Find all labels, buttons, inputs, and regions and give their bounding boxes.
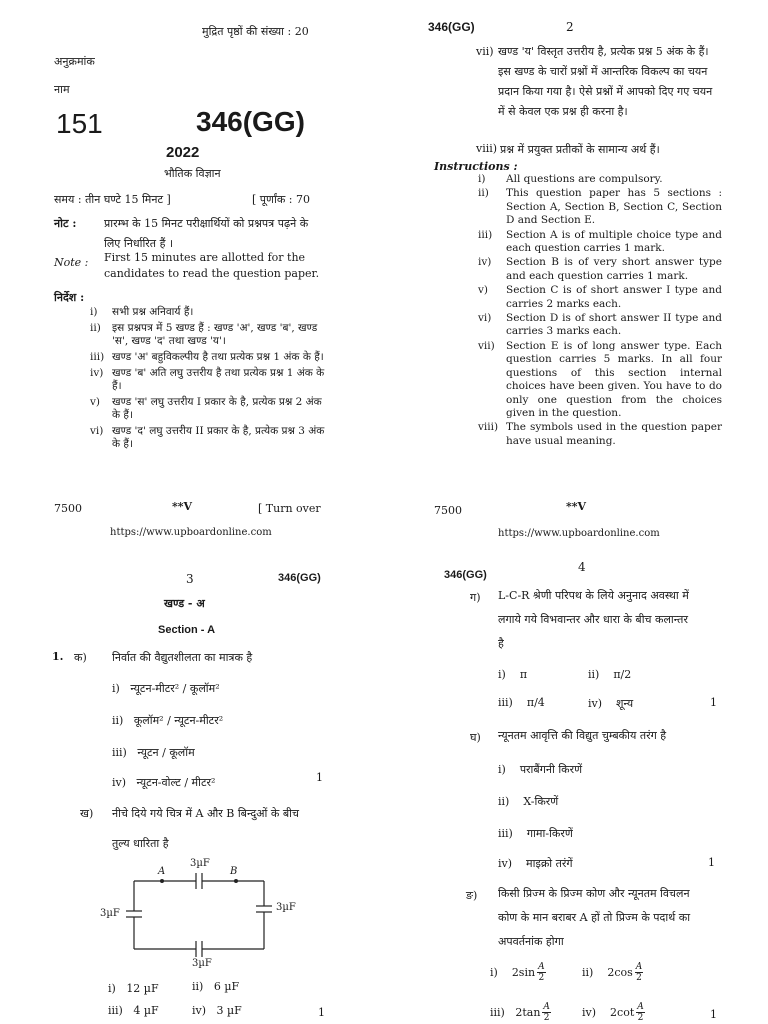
option: iii) न्यूटन / कूलॉम [112,746,195,759]
footer-copies: 7500 [54,502,82,515]
option: iii) 4 µF [108,1004,159,1017]
list-item: ii) This question paper has 5 sections : Section A, Section B, Section C, Section D and Section E. [478,187,722,227]
hindi-instruction-viii: viii) प्रश्न में प्रयुक्त प्रतीकों के सामान्य अर्थ हैं। [476,142,660,156]
list-item: iii) खण्ड 'अ' बहुविकल्पीय है तथा प्रत्येक प्रश्न 1 अंक के हैं। [90,351,324,363]
fraction: A 2 [635,962,643,983]
page-number: 4 [578,560,586,574]
paper-number: 151 [56,108,103,139]
question-text-line-1: L-C-R श्रेणी परिपथ के लिये अनुनाद अवस्था में [498,589,689,602]
exam-year: 2022 [166,144,200,161]
question-text: निर्वात की वैद्युतशीलता का मात्रक है [112,651,253,664]
list-item: iv) Section B is of very short answer type and each question carries 1 mark. [478,256,722,282]
marks: 1 [708,856,715,869]
sub-question-label: ग) [470,591,481,604]
footer-mark: **V [566,500,587,513]
instructions-hindi-label: निर्देश : [54,291,85,304]
list-item: vi) Section D is of short answer II type and carries 3 marks each. [478,312,722,338]
page-number: 3 [186,572,194,586]
list-item: v) खण्ड 'स' लघु उत्तरीय I प्रकार के है, प्रत्येक प्रश्न 2 अंक के हैं। [90,396,322,421]
time-allowed: समय : तीन घण्टे 15 मिनट ] [54,193,171,206]
option: ii) कूलॉम² / न्यूटन-मीटर² [112,714,224,727]
list-item: vi) खण्ड 'द' लघु उत्तरीय II प्रकार के है, प्रत्येक प्रश्न 3 अंक के हैं। [90,425,325,450]
name-label: नाम [54,83,70,96]
list-item: ii) इस प्रश्नपत्र में 5 खण्ड हैं : खण्ड 'अ', खण्ड 'ब', खण्ड 'स', खण्ड 'द' तथा खण्ड 'य'। [90,322,318,347]
option: ii) π/2 [588,668,632,681]
turn-over: [ Turn over [258,502,321,515]
list-item: i) All questions are compulsory. [478,173,663,185]
option: iii) गामा-किरणें [498,827,573,840]
question-text-line-2: तुल्य धारिता है [112,837,169,850]
question-text-line-3: अपवर्तनांक होगा [498,935,564,948]
hindi-instructions-list [90,306,330,454]
list-item: i) सभी प्रश्न अनिवार्य हैं। [90,306,194,318]
fraction: A 2 [538,962,545,983]
option: iv) शून्य [588,697,634,710]
question-text-line-2: कोण के मान बराबर A हों तो प्रिज्म के पदार्थ का [498,911,691,924]
marks: 1 [316,771,323,784]
option: iv) माइक्रो तरंगें [498,857,573,870]
capacitor-bottom-label: 3µF [192,958,212,969]
section-title-hindi: खण्ड - अ [164,597,205,610]
fraction: A 2 [543,1002,550,1023]
sub-question-label: ङ) [466,889,478,902]
footer-mark: **V [172,500,193,513]
node-a-label: A [158,866,166,877]
list-item: iv) खण्ड 'ब' अति लघु उत्तरीय है तथा प्रत्येक प्रश्न 1 अंक के हैं। [90,367,325,392]
option: iv) 2cot A 2 [582,1002,644,1023]
sub-question-label: ख) [80,807,94,820]
option: ii) 6 µF [192,980,240,993]
note-text-line-2: लिए निर्धारित हैं । [104,237,174,250]
option: i) 12 µF [108,982,159,995]
option: ii) 2cos A 2 [582,962,643,983]
question-text-line-1: किसी प्रिज्म के प्रिज्म कोण और न्यूनतम विचलन [498,887,690,900]
capacitor-left-label: 3µF [100,908,120,919]
roll-number-label: अनुक्रमांक [54,55,95,68]
note-en-line-1: First 15 minutes are allotted for the [104,251,306,264]
instructions-label: Instructions : [434,160,518,173]
max-marks: [ पूर्णांक : 70 [252,193,310,206]
marks: 1 [318,1006,325,1019]
question-text-line-1: नीचे दिये गये चित्र में A और B बिन्दुओं के बीच [112,807,299,820]
subject-title: भौतिक विज्ञान [164,167,221,180]
page-code: 346(GG) [278,572,321,584]
option: iv) 3 µF [192,1004,242,1017]
section-title-english: Section - A [158,624,216,636]
option: i) 2sin A 2 [490,962,545,983]
page-code: 346(GG) [444,569,487,581]
printed-pages: मुद्रित पृष्ठों की संख्या : 20 [202,25,309,38]
footer-copies: 7500 [434,504,462,517]
question-text-line-3: है [498,637,504,650]
list-item: iii) Section A is of multiple choice type and each question carries 1 mark. [478,228,722,255]
question-number: 1. [52,650,64,663]
option: i) π [498,668,528,681]
marks: 1 [710,696,717,709]
marks: 1 [710,1008,717,1021]
hindi-instruction-vii: vii) खण्ड 'य' विस्तृत उत्तरीय है, प्रत्येक प्रश्न 5 अंक के हैं। इस खण्ड के चारों प्रश्नों में आन्तरिक विकल्प का चयन प्रदान किया गया है। ऐसे प्रश्नों में आपको दिए गए चयन में से केवल एक प्रश्न ही करना है। [476,45,713,118]
option: iv) न्यूटन-वोल्ट / मीटर² [112,776,216,789]
paper-code: 346(GG) [196,106,305,137]
capacitor-top-label: 3µF [190,858,210,869]
note-text-line-1: प्रारम्भ के 15 मिनट परीक्षार्थियों को प्रश्नपत्र पढ़ने के [104,217,309,230]
note-en-label: Note : [54,256,89,269]
sub-question-label: क) [74,651,87,664]
option: iii) 2tan A 2 [490,1002,550,1023]
sub-question-label: घ) [470,731,481,744]
list-item: vii) Section E is of long answer type. Each question carries 5 marks. In all four questions of this section internal choices have been given. You have to do only one question from the choices given in the question. [478,339,722,419]
option: i) पराबैंगनी किरणें [498,763,583,776]
source-url: https://www.upboardonline.com [498,528,660,539]
page-code: 346(GG) [428,20,475,34]
source-url: https://www.upboardonline.com [110,527,272,538]
english-instructions-list [478,173,722,449]
question-text-line-2: लगाये गये विभवान्तर और धारा के बीच कलान्तर [498,613,688,626]
fraction: A 2 [637,1002,644,1023]
capacitor-right-label: 3µF [276,902,296,913]
node-b-label: B [230,866,238,877]
page-number: 2 [566,20,574,34]
list-item: viii) The symbols used in the question paper have usual meaning. [478,421,722,447]
option: ii) X-किरणें [498,795,559,808]
capacitor-circuit-diagram [96,856,316,976]
option: i) न्यूटन-मीटर² / कूलॉम² [112,682,220,695]
option: iii) π/4 [498,696,545,709]
question-text: न्यूनतम आवृत्ति की विद्युत चुम्बकीय तरंग है [498,729,667,742]
note-label: नोट : [54,217,77,230]
list-item: v) Section C is of short answer I type and carries 2 marks each. [478,284,722,310]
note-en-line-2: candidates to read the question paper. [104,267,320,280]
